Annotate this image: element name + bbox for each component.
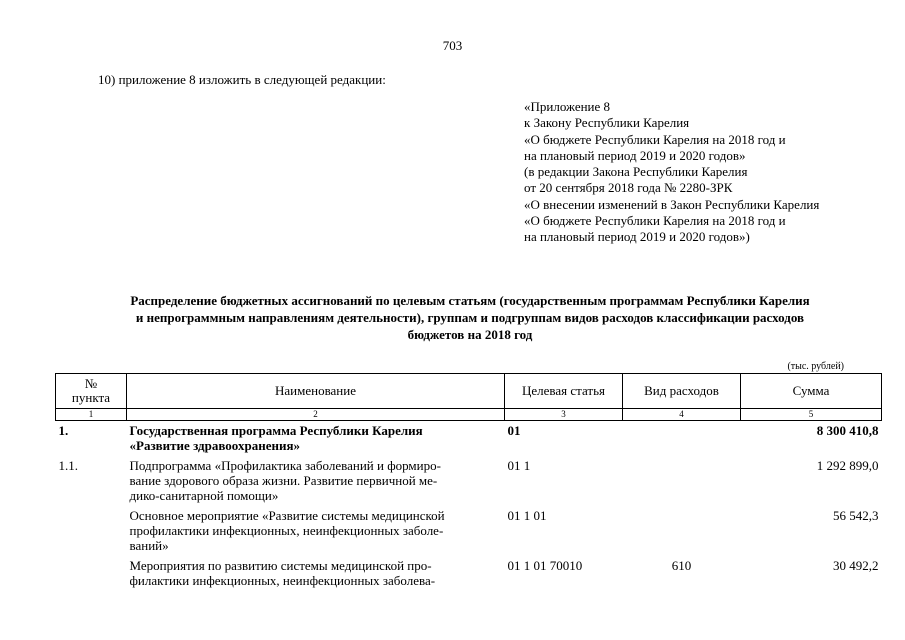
row-number: 1.1. [58,458,78,473]
appendix-line: на плановый период 2019 и 2020 годов») [524,229,750,245]
row-number [56,556,127,591]
row-target-article: 01 [507,423,521,438]
column-number-row [56,409,882,421]
title-line: Распределение бюджетных ассигнований по целевым статьям (государственным программам Республики Карелия [130,293,810,308]
title-line: и непрограммным направлениям деятельности), группам и подгруппам видов расходов классификации расходов [135,310,805,325]
appendix-line: (в редакции Закона Республики Карелия [524,164,748,180]
row-sum: 1 292 899,0 [816,458,879,473]
row-sum: 8 300 410,8 [816,423,879,438]
row-name [127,556,505,591]
budget-table [55,373,882,591]
row-name [127,421,505,457]
column-number: 3 [505,409,623,421]
row-number: 1. [58,423,69,438]
row-expense-kind [623,506,741,556]
units-note: (тыс. рублей) [787,361,844,372]
row-name-line: вание здорового образа жизни. Развитие первичной ме- [129,473,438,488]
row-name-line: ваний» [129,538,169,553]
document-title [60,292,880,343]
row-sum: 30 492,2 [833,558,879,573]
header-expense-kind: Вид расходов [623,374,741,409]
header-target-article: Целевая статья [505,374,623,409]
table-row [56,506,882,556]
header-number-line2: пункта [71,390,111,405]
row-target-article: 01 1 01 [507,508,547,523]
appendix-line: от 20 сентября 2018 года № 2280-ЗРК [524,180,733,196]
row-name [127,456,505,506]
table-header-row [56,374,882,409]
header-sum: Сумма [741,374,882,409]
appendix-line: «О внесении изменений в Закон Республики Карелия [524,196,820,212]
row-name-line: «Развитие здравоохранения» [129,438,300,453]
column-number: 1 [56,409,127,421]
appendix-header [524,99,819,246]
row-name-line: филактики инфекционных, неинфекционных заболева- [129,573,436,588]
row-expense-kind: 610 [671,558,692,573]
appendix-line: «Приложение 8 [524,99,611,114]
header-name: Наименование [127,374,505,409]
header-item-number [56,374,127,409]
column-number: 2 [127,409,505,421]
row-name-line: Подпрограмма «Профилактика заболеваний и формиро- [129,458,441,473]
header-number-line1: № [84,376,98,391]
amendment-instruction: 10) приложение 8 изложить в следующей редакции: [98,72,386,87]
row-expense-kind [623,456,741,506]
column-number: 5 [741,409,882,421]
row-name-line: Государственная программа Республики Карелия [129,423,423,438]
column-number: 4 [623,409,741,421]
appendix-line: «О бюджете Республики Карелия на 2018 год и [524,131,786,147]
row-expense-kind [623,421,741,457]
row-name-line: профилактики инфекционных, неинфекционных заболе- [129,523,444,538]
table-row [56,421,882,457]
page-number: 703 [442,38,463,53]
title-line: бюджетов на 2018 год [407,327,533,342]
appendix-line: на плановый период 2019 и 2020 годов» [524,147,746,163]
appendix-line: к Закону Республики Карелия [524,115,690,131]
row-number [56,506,127,556]
row-name-line: Основное мероприятие «Развитие системы медицинской [129,508,445,523]
row-name-line: Мероприятия по развитию системы медицинской про- [129,558,432,573]
table-row [56,556,882,591]
table-row [56,456,882,506]
appendix-line: «О бюджете Республики Карелия на 2018 год и [524,213,786,229]
row-sum: 56 542,3 [833,508,879,523]
row-target-article: 01 1 01 70010 [507,558,583,573]
row-name-line: дико-санитарной помощи» [129,488,279,503]
row-target-article: 01 1 [507,458,531,473]
row-name [127,506,505,556]
